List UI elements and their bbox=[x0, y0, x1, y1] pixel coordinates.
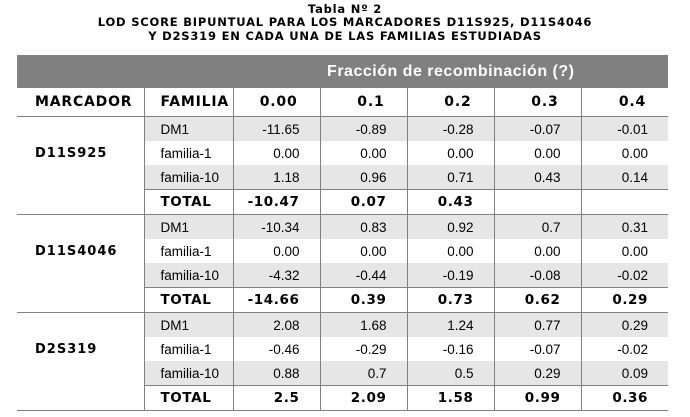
marcador-cell bbox=[17, 190, 144, 215]
header-band-row bbox=[17, 55, 668, 88]
table-row bbox=[17, 337, 668, 361]
column-header-theta: 0.3 bbox=[494, 88, 581, 117]
marcador-cell: D2S319 bbox=[17, 337, 144, 361]
lod-value-cell: 1.18 bbox=[233, 165, 320, 190]
lod-value-cell: -10.47 bbox=[233, 190, 320, 215]
lod-value-cell: 1.24 bbox=[407, 313, 494, 338]
table-row bbox=[17, 313, 668, 338]
lod-value-cell: -0.44 bbox=[320, 263, 407, 288]
lod-value-cell: 0.00 bbox=[407, 141, 494, 165]
marcador-cell: D11S925 bbox=[17, 141, 144, 165]
column-header-marcador: MARCADOR bbox=[17, 88, 144, 117]
lod-value-cell: -11.65 bbox=[233, 117, 320, 142]
marcador-cell bbox=[17, 386, 144, 411]
lod-value-cell: -4.32 bbox=[233, 263, 320, 288]
marcador-cell bbox=[17, 117, 144, 142]
table-row bbox=[17, 117, 668, 142]
column-header-theta: 0.4 bbox=[581, 88, 668, 117]
lod-score-table bbox=[17, 55, 668, 411]
recombination-fraction-header: Fracción de recombinación (?) bbox=[233, 55, 668, 88]
lod-value-cell: -0.28 bbox=[407, 117, 494, 142]
lod-value-cell: 0.29 bbox=[494, 361, 581, 386]
lod-value-cell: -0.89 bbox=[320, 117, 407, 142]
lod-value-cell: 0.88 bbox=[233, 361, 320, 386]
lod-value-cell: -0.29 bbox=[320, 337, 407, 361]
column-header-theta: 0.2 bbox=[407, 88, 494, 117]
lod-value-cell: -0.19 bbox=[407, 263, 494, 288]
lod-value-cell: 0.09 bbox=[581, 361, 668, 386]
column-header-theta: 0.1 bbox=[320, 88, 407, 117]
table-caption-number: Tabla Nº 2 bbox=[307, 2, 383, 16]
column-header-familia: FAMILIA bbox=[144, 88, 233, 117]
table-row bbox=[17, 386, 668, 411]
lod-value-cell: -10.34 bbox=[233, 215, 320, 240]
lod-value-cell: 2.08 bbox=[233, 313, 320, 338]
marcador-cell bbox=[17, 288, 144, 313]
lod-value-cell: 0.00 bbox=[494, 239, 581, 263]
lod-value-cell: 2.09 bbox=[320, 386, 407, 411]
header-band-spacer bbox=[17, 55, 144, 88]
column-header-theta: 0.00 bbox=[233, 88, 320, 117]
table-caption-title-line2: Y D2S319 EN CADA UNA DE LAS FAMILIAS ESTUDIADAS bbox=[148, 29, 542, 43]
familia-cell: familia-1 bbox=[144, 141, 233, 165]
lod-value-cell: 0.29 bbox=[581, 313, 668, 338]
familia-cell: TOTAL bbox=[144, 386, 233, 411]
marcador-cell bbox=[17, 313, 144, 338]
lod-value-cell: 0.14 bbox=[581, 165, 668, 190]
lod-value-cell: -0.07 bbox=[494, 337, 581, 361]
lod-value-cell: 0.00 bbox=[320, 239, 407, 263]
lod-value-cell: -0.01 bbox=[581, 117, 668, 142]
familia-cell: DM1 bbox=[144, 313, 233, 338]
lod-value-cell: 0.77 bbox=[494, 313, 581, 338]
lod-value-cell: 0.83 bbox=[320, 215, 407, 240]
lod-value-cell: 0.73 bbox=[407, 288, 494, 313]
marcador-cell bbox=[17, 361, 144, 386]
lod-value-cell: 0.00 bbox=[233, 239, 320, 263]
lod-value-cell bbox=[581, 190, 668, 215]
lod-value-cell: 0.39 bbox=[320, 288, 407, 313]
lod-value-cell: 0.00 bbox=[494, 141, 581, 165]
marcador-cell bbox=[17, 263, 144, 288]
lod-value-cell: 0.43 bbox=[407, 190, 494, 215]
table-body bbox=[17, 55, 668, 411]
lod-value-cell: 0.31 bbox=[581, 215, 668, 240]
lod-value-cell: 0.00 bbox=[407, 239, 494, 263]
lod-value-cell: -0.16 bbox=[407, 337, 494, 361]
table-row bbox=[17, 215, 668, 240]
table-row bbox=[17, 239, 668, 263]
familia-cell: familia-1 bbox=[144, 239, 233, 263]
table-row bbox=[17, 263, 668, 288]
lod-value-cell: 0.43 bbox=[494, 165, 581, 190]
marcador-cell bbox=[17, 165, 144, 190]
table-row bbox=[17, 141, 668, 165]
lod-value-cell: -0.02 bbox=[581, 263, 668, 288]
lod-value-cell: 1.58 bbox=[407, 386, 494, 411]
lod-value-cell: 2.5 bbox=[233, 386, 320, 411]
familia-cell: DM1 bbox=[144, 215, 233, 240]
familia-cell: DM1 bbox=[144, 117, 233, 142]
table-row bbox=[17, 288, 668, 313]
table-caption-title-line1: LOD SCORE BIPUNTUAL PARA LOS MARCADORES D11S925, D11S4046 bbox=[97, 15, 593, 29]
lod-value-cell: 0.00 bbox=[233, 141, 320, 165]
lod-value-cell: 0.71 bbox=[407, 165, 494, 190]
familia-cell: familia-10 bbox=[144, 263, 233, 288]
column-header-row bbox=[17, 88, 668, 117]
lod-value-cell: 0.7 bbox=[494, 215, 581, 240]
table-row bbox=[17, 190, 668, 215]
lod-value-cell: 1.68 bbox=[320, 313, 407, 338]
familia-cell: familia-10 bbox=[144, 165, 233, 190]
familia-cell: familia-10 bbox=[144, 361, 233, 386]
lod-value-cell: 0.00 bbox=[581, 141, 668, 165]
lod-value-cell: 0.7 bbox=[320, 361, 407, 386]
lod-value-cell: -0.46 bbox=[233, 337, 320, 361]
familia-cell: TOTAL bbox=[144, 190, 233, 215]
lod-value-cell: 0.96 bbox=[320, 165, 407, 190]
lod-value-cell: 0.92 bbox=[407, 215, 494, 240]
familia-cell: familia-1 bbox=[144, 337, 233, 361]
familia-cell: TOTAL bbox=[144, 288, 233, 313]
lod-value-cell: 0.00 bbox=[320, 141, 407, 165]
lod-value-cell bbox=[494, 190, 581, 215]
lod-value-cell: 0.07 bbox=[320, 190, 407, 215]
lod-value-cell: -0.08 bbox=[494, 263, 581, 288]
lod-value-cell: -14.66 bbox=[233, 288, 320, 313]
table-row bbox=[17, 165, 668, 190]
marcador-cell bbox=[17, 215, 144, 240]
lod-value-cell: -0.02 bbox=[581, 337, 668, 361]
lod-value-cell: 0.62 bbox=[494, 288, 581, 313]
marcador-cell: D11S4046 bbox=[17, 239, 144, 263]
lod-value-cell: -0.07 bbox=[494, 117, 581, 142]
lod-value-cell: 0.5 bbox=[407, 361, 494, 386]
header-band-spacer bbox=[144, 55, 233, 88]
lod-value-cell: 0.99 bbox=[494, 386, 581, 411]
lod-value-cell: 0.29 bbox=[581, 288, 668, 313]
table-row bbox=[17, 361, 668, 386]
lod-value-cell: 0.00 bbox=[581, 239, 668, 263]
lod-value-cell: 0.36 bbox=[581, 386, 668, 411]
